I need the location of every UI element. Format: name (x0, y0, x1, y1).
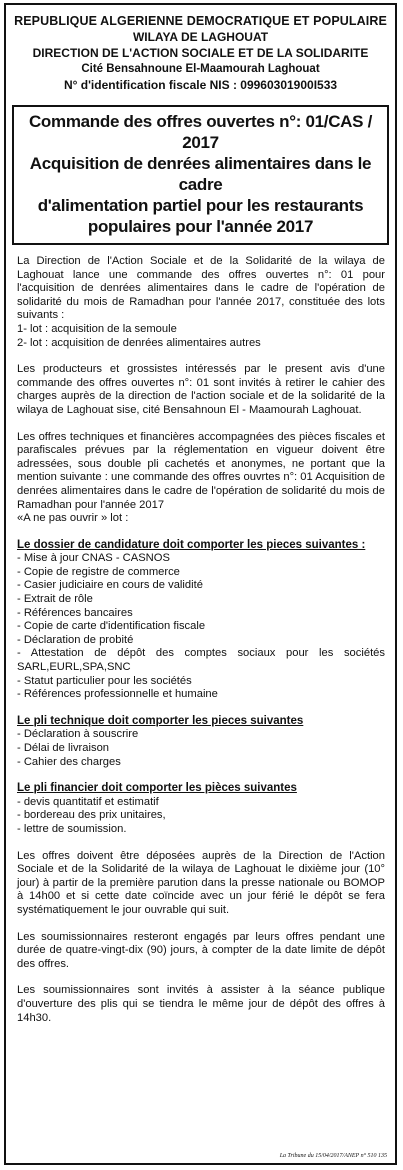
title-line-3: d'alimentation partiel pour les restaurants (37, 196, 364, 215)
list-item: - Extrait de rôle (17, 593, 93, 606)
issuer-header (6, 5, 395, 93)
list-item: - devis quantitatif et estimatif (17, 795, 159, 808)
header-wilaya: WILAYA DE LAGHOUAT (132, 30, 269, 44)
producers-paragraph: Les producteurs et grossistes intéressés par le present avis d'une commande des offres ouvertes n°: 01 sont invités à retirer le cahier des charges auprès de la direction de l'action sociale et de la solidarité de la wilaya de Laghouat sise, cité Bensahnoun El - Maamourah Laghouat. (17, 363, 385, 416)
title-line-1: Commande des offres ouvertes n°: 01/CAS / 2017 (28, 112, 373, 152)
list-item: - Attestation de dépôt des comptes sociaux pour les sociétés SARL,EURL,SPA,SNC (17, 647, 385, 674)
offers-paragraph: Les offres techniques et financières accompagnées des pièces fiscales et parafiscales prévues par la réglementation en vigueur doivent être adressées, sous double pli cachetés et anonymes, ne portant que la mention suivante : une commande des offres ouvrtes n°: 01 Acquisition de denrées alimentaires dans le cadre de l'opération de solidarité du mois de Ramadhan pour l'année 2017 (17, 430, 385, 511)
validity-paragraph: Les soumissionnaires resteront engagés par leurs offres pendant une durée de quatre-vingt-dix (90) jours, à compter de la date limite de dépôt des offres. (17, 930, 385, 970)
header-nis: N° d'identification fiscale NIS : 09960301900I533 (63, 78, 338, 92)
list-item: - Copie de registre de commerce (17, 565, 180, 578)
announcement-frame (4, 3, 397, 1165)
title-line-2: Acquisition de denrées alimentaires dans le cadre (29, 154, 372, 194)
deposit-paragraph: Les offres doivent être déposées auprès de la Direction de l'Action Sociale et de la Solidarité de la wilaya de Laghouat le dixième jour (10° jour) à partir de la première parution dans la presse nationale ou BOMOP à 14h00 et si cette date coïncide avec un jour férié le dépôt se fera systématiquement le jour ouvrable qui suit. (17, 849, 385, 916)
list-item: - Cahier des charges (17, 755, 121, 768)
dossier-heading: Le dossier de candidature doit comporter les pieces suivantes : (17, 538, 366, 551)
header-republic: REPUBLIQUE ALGERIENNE DEMOCRATIQUE ET POPULAIRE (14, 14, 387, 28)
body-text (6, 245, 395, 1025)
header-direction: DIRECTION DE L'ACTION SOCIALE ET DE LA SOLIDARITE (32, 46, 369, 60)
technique-heading: Le pli technique doit comporter les pieces suivantes (17, 714, 304, 727)
do-not-open-line: «A ne pas ouvrir » lot : (17, 512, 129, 525)
list-item: - Casier judiciaire en cours de validité (17, 579, 203, 592)
list-item: - Mise à jour CNAS - CASNOS (17, 552, 170, 565)
header-address: Cité Bensahnoune El-Maamourah Laghouat (81, 63, 320, 75)
list-item: - Statut particulier pour les sociétés (17, 674, 192, 687)
list-item: - lettre de soumission. (17, 822, 127, 835)
title-box (12, 105, 389, 245)
list-item: - Déclaration à souscrire (17, 728, 139, 741)
list-item: - Délai de livraison (17, 742, 110, 754)
list-item: - Références bancaires (17, 606, 133, 619)
list-item: - Références professionnelle et humaine (17, 688, 218, 701)
lot-2: 2- lot : acquisition de denrées alimentaires autres (17, 336, 261, 349)
opening-paragraph: Les soumissionnaires sont invités à assister à la séance publique d'ouverture des plis qui se tiendra le même jour de dépôt des offres à 14h30. (17, 984, 385, 1024)
publication-reference: La Tribune du 15/04/2017/ANEP n° 510 135 (279, 1153, 387, 1159)
title-line-4: populaires pour l'année 2017 (87, 217, 314, 236)
financier-heading: Le pli financier doit comporter les pièces suivantes (17, 782, 297, 795)
lot-1: 1- lot : acquisition de la semoule (17, 322, 177, 335)
list-item: - Copie de carte d'identification fiscale (17, 620, 206, 633)
intro-paragraph: La Direction de l'Action Sociale et de la Solidarité de la wilaya de Laghouat lance une commande des offres ouvertes n°: 01 pour l'acquisition de denrées alimentaires dans le cadre de l'opération de solidarité du mois de Ramadhan pour l'année 2017, constituée des lots suivants : (17, 255, 385, 322)
list-item: - bordereau des prix unitaires, (17, 809, 166, 822)
list-item: - Déclaration de probité (17, 633, 134, 646)
